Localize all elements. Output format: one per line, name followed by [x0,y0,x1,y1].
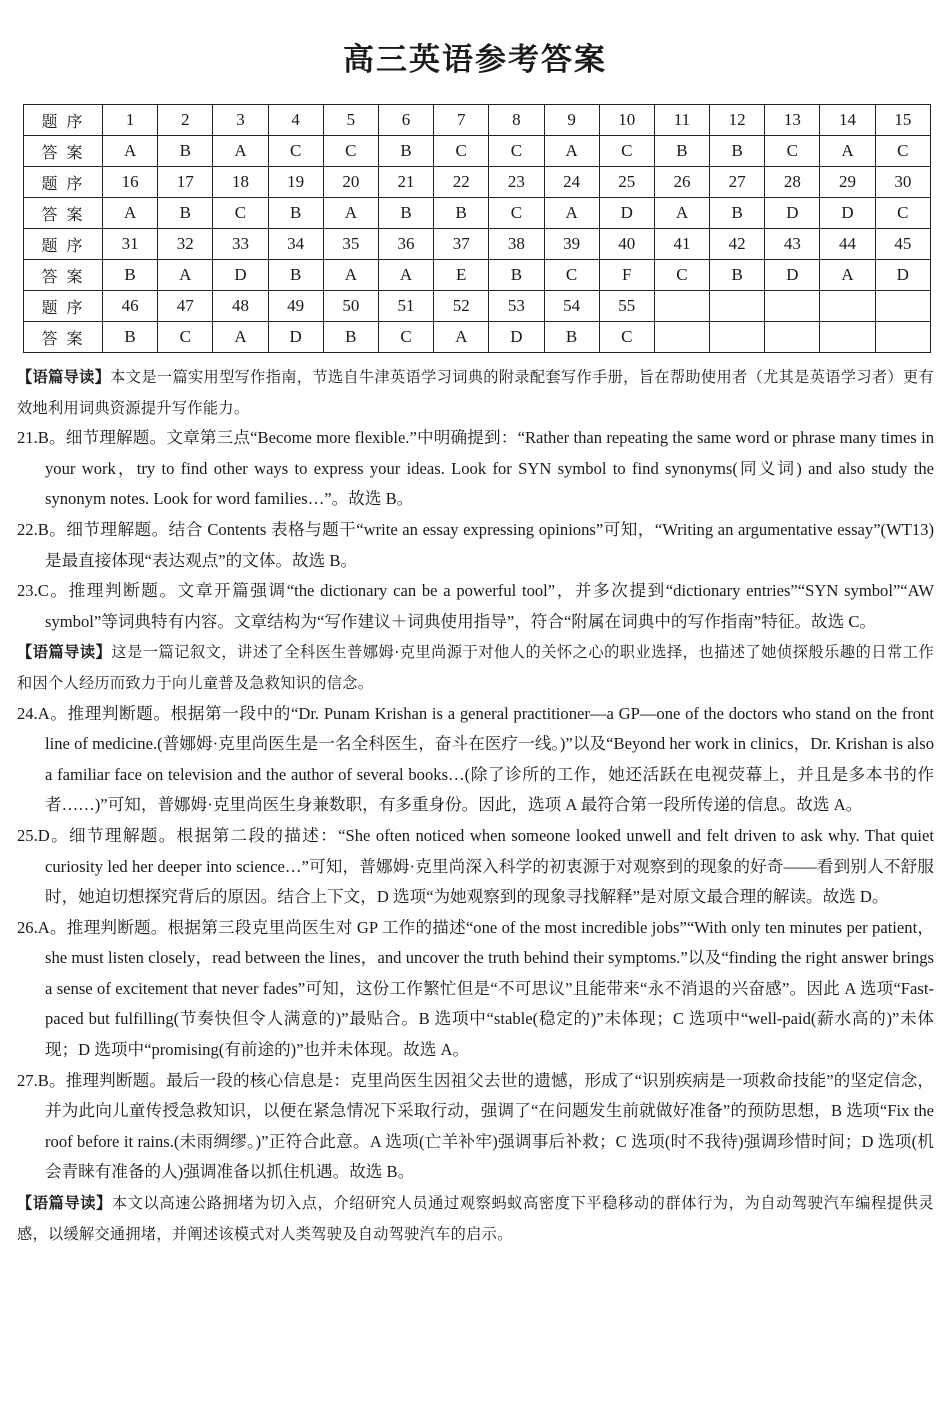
answer-explanation: 27.B。推理判断题。最后一段的核心信息是：克里尚医生因祖父去世的遗憾，形成了“识别疾病是一项救命技能”的坚定信念，并为此向儿童传授急救知识，以便在紧急情况下采取行动，强调了“在问题发生前就做好准备”的预防思想，B 选项“Fix the roof before it rains.(未雨绸缪。)”正符合此意。A 选项(亡羊补牢)强调事后补救；C 选项(时不我待)强调珍惜时间；D 选项(机会青睐有准备的人)强调准备以抓住机遇。故选 B。 [17,1070,934,1182]
answer-cell [765,322,820,353]
question-number-cell: 17 [158,167,213,198]
question-number-row [24,229,931,260]
answer-cell: B [710,198,765,229]
answer-cell: D [268,322,323,353]
passage-intro [17,362,934,423]
answer-cell: C [489,136,544,167]
question-number-cell: 55 [599,291,654,322]
answer-cell [820,322,875,353]
question-number-cell: 28 [765,167,820,198]
answer-cell: C [544,260,599,291]
answer-cell: C [323,136,378,167]
answer-cell: D [765,260,820,291]
answer-cell: B [378,136,433,167]
answer-cell: B [654,136,709,167]
question-number-cell: 20 [323,167,378,198]
answer-cell: C [378,322,433,353]
question-number-cell: 44 [820,229,875,260]
answer-cell: B [434,198,489,229]
answer-cell: B [158,198,213,229]
answer-cell: A [213,322,268,353]
answer-cell: B [158,136,213,167]
question-number-cell: 14 [820,105,875,136]
question-number-cell: 50 [323,291,378,322]
answer-row [24,260,931,291]
passage-intro [17,637,934,698]
answer-cell: C [489,198,544,229]
passage-intro-text: 本文以高速公路拥堵为切入点，介绍研究人员通过观察蚂蚁高密度下平稳移动的群体行为，为自动驾驶汽车编程提供灵感，以缓解交通拥堵，并阐述该模式对人类驾驶及自动驾驶汽车的启示。 [17,1194,934,1243]
passage-intro-tag: 【语篇导读】 [17,643,112,662]
question-number-cell [654,291,709,322]
answer-cell: C [599,322,654,353]
question-number-cell: 39 [544,229,599,260]
question-number-cell [820,291,875,322]
row-header-answer: 答 案 [24,322,103,353]
answer-explanation: 22.B。细节理解题。结合 Contents 表格与题干“write an essay expressing opinions”可知，“Writing an argumentative essay”(WT13)是最直接体现“表达观点”的文体。故选 B。 [17,519,934,570]
answer-cell: A [544,136,599,167]
question-number-cell: 3 [213,105,268,136]
answer-cell: A [213,136,268,167]
passage-intro [17,1188,934,1249]
question-number-cell: 38 [489,229,544,260]
answer-table [23,104,931,353]
question-number-cell: 48 [213,291,268,322]
answer-cell: A [544,198,599,229]
question-number-cell: 36 [378,229,433,260]
answer-cell: B [268,260,323,291]
question-number-cell: 37 [434,229,489,260]
row-header-answer: 答 案 [24,260,103,291]
answer-cell: B [544,322,599,353]
question-number-cell: 25 [599,167,654,198]
row-header-question: 题 序 [24,105,103,136]
question-number-cell: 1 [103,105,158,136]
question-number-cell: 8 [489,105,544,136]
question-number-row [24,105,931,136]
question-number-cell [875,291,930,322]
question-number-cell: 21 [378,167,433,198]
row-header-answer: 答 案 [24,136,103,167]
question-number-cell: 19 [268,167,323,198]
answer-explanation: 23.C。推理判断题。文章开篇强调“the dictionary can be a powerful tool”，并多次提到“dictionary entries”“SYN symbol”“AW symbol”等词典特有内容。文章结构为“写作建议＋词典使用指导”，符合“附属在词典中的写作指南”特征。故选 C。 [17,581,934,631]
row-header-question: 题 序 [24,167,103,198]
answer-explanation: 25.D。细节理解题。根据第二段的描述：“She often noticed when someone looked unwell and felt driven to ask why. That quiet curiosity led her deeper into science…”可知，普娜姆·克里尚深入科学的初衷源于对观察到的现象的好奇——看到别人不舒服时，她迫切想探究背后的原因。结合上下文，D 选项“为她观察到的现象寻找解释”是对原文最合理的解读。故选 D。 [17,825,934,907]
question-number-cell: 27 [710,167,765,198]
answer-cell: C [158,322,213,353]
question-number-cell: 9 [544,105,599,136]
question-number-cell: 6 [378,105,433,136]
question-number-cell: 7 [434,105,489,136]
question-number-cell [765,291,820,322]
answer-cell: C [875,136,930,167]
answer-explanation: 26.A。推理判断题。根据第三段克里尚医生对 GP 工作的描述“one of the most incredible jobs”“With only ten minutes per patient，she must listen closely，read between the lines，and uncover the truth behind their symptoms.”以及“finding the right answer brings a sense of excitement that never fades”可知，这份工作繁忙但是“不可思议”且能带来“永不消退的兴奋感”。因此 A 选项“Fast-paced but fulfilling(节奏快但令人满意的)”最贴合。B 选项中“stable(稳定的)”未体现；C 选项中“well-paid(薪水高的)”未体现；D 选项中“promising(有前途的)”也并未体现。故选 A。 [17,917,934,1060]
answer-cell: B [710,136,765,167]
question-number-row [24,167,931,198]
question-number-cell: 29 [820,167,875,198]
question-number-cell: 11 [654,105,709,136]
question-number-cell: 46 [103,291,158,322]
answer-cell: D [489,322,544,353]
answer-cell: D [875,260,930,291]
row-header-answer: 答 案 [24,198,103,229]
answer-cell: C [875,198,930,229]
answer-row [24,136,931,167]
answer-cell: B [323,322,378,353]
question-number-cell: 51 [378,291,433,322]
answer-cell: A [158,260,213,291]
passage-intro-text: 这是一篇记叙文，讲述了全科医生普娜姆·克里尚源于对他人的关怀之心的职业选择，也描述了她侦探般乐趣的日常工作和因个人经历而致力于向儿童普及急救知识的信念。 [17,643,934,692]
question-number-cell: 52 [434,291,489,322]
answer-cell: F [599,260,654,291]
answer-cell: D [765,198,820,229]
answer-cell: B [489,260,544,291]
answer-cell: C [654,260,709,291]
answer-cell: A [820,136,875,167]
question-number-cell: 4 [268,105,323,136]
explanations [17,362,934,1249]
question-number-cell: 2 [158,105,213,136]
question-number-cell: 12 [710,105,765,136]
answer-cell: A [103,198,158,229]
question-number-cell: 30 [875,167,930,198]
question-number-cell: 15 [875,105,930,136]
question-number-cell: 35 [323,229,378,260]
question-number-cell: 10 [599,105,654,136]
answer-cell: C [268,136,323,167]
question-number-cell: 13 [765,105,820,136]
answer-row [24,198,931,229]
question-number-cell: 49 [268,291,323,322]
question-number-cell: 23 [489,167,544,198]
answer-cell: C [765,136,820,167]
question-number-cell: 47 [158,291,213,322]
question-number-cell: 54 [544,291,599,322]
passage-intro-tag: 【语篇导读】 [17,368,111,386]
question-number-cell: 18 [213,167,268,198]
question-number-cell [710,291,765,322]
question-number-cell: 26 [654,167,709,198]
answer-cell [710,322,765,353]
answer-cell: B [378,198,433,229]
answer-explanation: 21.B。细节理解题。文章第三点“Become more flexible.”中明确提到：“Rather than repeating the same word or phrase many times in your work，try to find other ways to express your ideas. Look for SYN symbol to find synonyms(同义词) and also study the synonym notes. Look for word families…”。故选 B。 [17,428,934,509]
answer-explanation: 24.A。推理判断题。根据第一段中的“Dr. Punam Krishan is a general practitioner—a GP—one of the doctors who stand on the front line of medicine.(普娜姆·克里尚医生是一名全科医生，奋斗在医疗一线。)”以及“Beyond her work in clinics，Dr. Krishan is also a familiar face on television and the author of several books…(除了诊所的工作，她还活跃在电视荧幕上，并且是多本书的作者……)”可知，普娜姆·克里尚医生身兼数职，有多重身份。因此，选项 A 最符合第一段所传递的信息。故选 A。 [17,703,934,815]
page-title: 高三英语参考答案 [343,42,607,78]
question-number-cell: 42 [710,229,765,260]
answer-cell: A [654,198,709,229]
question-number-cell: 45 [875,229,930,260]
question-number-cell: 53 [489,291,544,322]
question-number-cell: 43 [765,229,820,260]
question-number-cell: 22 [434,167,489,198]
question-number-cell: 41 [654,229,709,260]
answer-cell: A [434,322,489,353]
answer-cell: A [820,260,875,291]
answer-cell [654,322,709,353]
answer-cell: B [710,260,765,291]
answer-cell: A [323,260,378,291]
question-number-cell: 33 [213,229,268,260]
answer-cell: B [103,260,158,291]
answer-cell: A [323,198,378,229]
passage-intro-text: 本文是一篇实用型写作指南，节选自牛津英语学习词典的附录配套写作手册，旨在帮助使用者（尤其是英语学习者）更有效地利用词典资源提升写作能力。 [17,368,934,417]
question-number-row [24,291,931,322]
question-number-cell: 16 [103,167,158,198]
answer-cell: C [599,136,654,167]
passage-intro-tag: 【语篇导读】 [17,1194,112,1213]
answer-cell [875,322,930,353]
question-number-cell: 5 [323,105,378,136]
answer-cell: D [820,198,875,229]
answer-cell: E [434,260,489,291]
answer-cell: A [378,260,433,291]
answer-cell: D [599,198,654,229]
question-number-cell: 40 [599,229,654,260]
answer-cell: C [213,198,268,229]
question-number-cell: 32 [158,229,213,260]
row-header-question: 题 序 [24,291,103,322]
answer-cell: B [268,198,323,229]
question-number-cell: 31 [103,229,158,260]
answer-cell: C [434,136,489,167]
answer-row [24,322,931,353]
answer-cell: B [103,322,158,353]
answer-cell: A [103,136,158,167]
question-number-cell: 34 [268,229,323,260]
answer-cell: D [213,260,268,291]
question-number-cell: 24 [544,167,599,198]
row-header-question: 题 序 [24,229,103,260]
